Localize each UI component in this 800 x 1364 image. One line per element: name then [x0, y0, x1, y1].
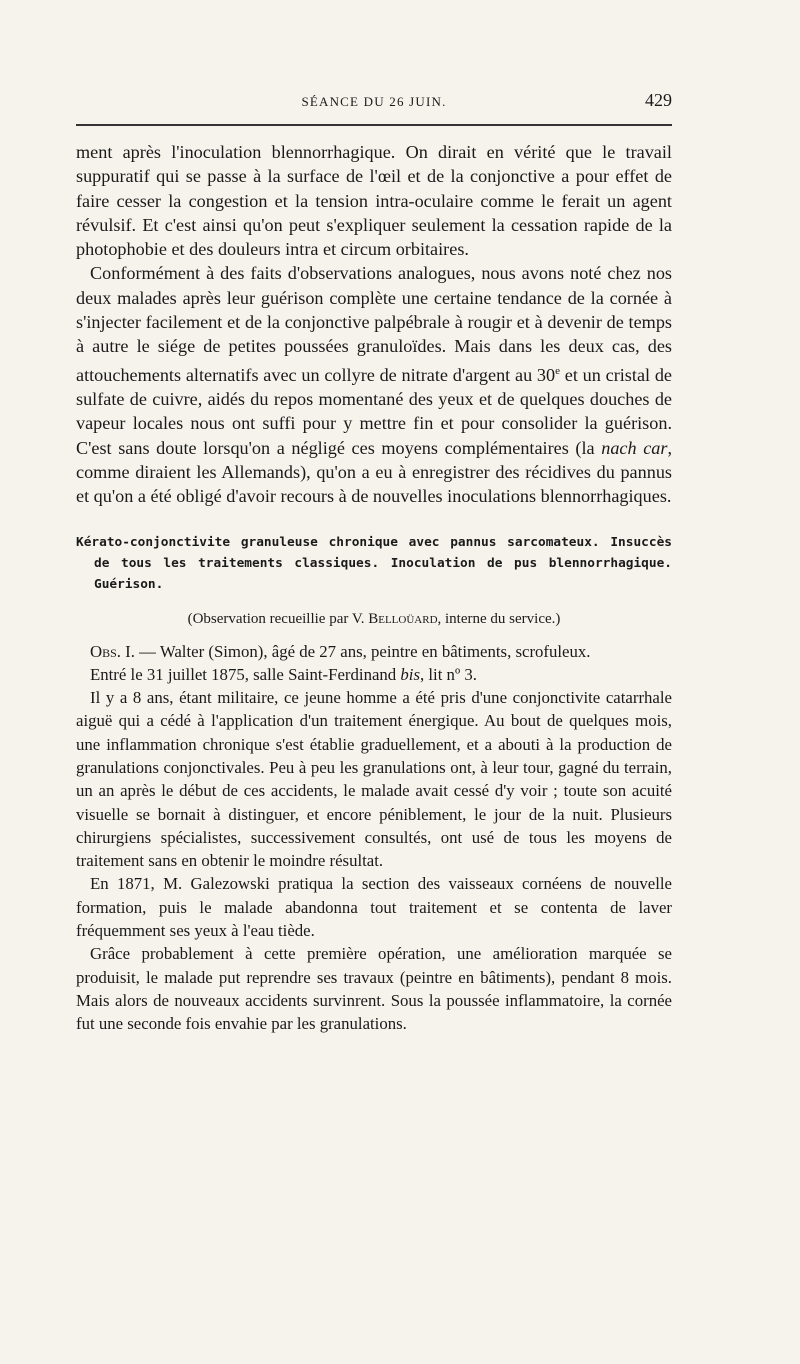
page-header	[76, 90, 672, 114]
observation-paragraph-4: En 1871, M. Galezowski pratiqua la section des vaisseaux cornéens de nouvelle formation, puis le malade abandonna tout traitement et se contenta de laver fréquemment ses yeux à l'eau tiède.	[76, 874, 672, 941]
observation-p2-part-b: , lit nº 3.	[419, 664, 477, 684]
running-title: SÉANCE DU 26 JUIN.	[301, 94, 447, 109]
attribution	[76, 608, 672, 630]
page-number: 429	[645, 90, 672, 110]
paragraph-2-part-b: et un cristal de sulfate de cuivre, aidés du repos momentané des yeux et de quelques douches de vapeur locales nous ont suffi pour y mettre fin et pour consolider la guérison. C'est sans doute lorsqu'on a négligé ces moyens complémentaires (la	[76, 364, 673, 458]
attribution-part-b: , interne du service.)	[437, 610, 561, 627]
observation-paragraph-2	[76, 663, 672, 686]
observation-intro: — Walter (Simon), âgé de 27 ans, peintre en bâtiments, scrofuleux.	[134, 641, 591, 661]
attribution-part-a: (Observation recueillie par V.	[187, 610, 369, 627]
paragraph-2-part-a: Conformément à des faits d'observations analogues, nous avons noté chez nos deux malades après leur guérison complète une certaine tendance de la cornée à s'injecter facilement et de la conjonctive palpébrale à rougir et à devenir de temps à autre le siége de petites poussées granuloïdes. Mais dans les deux cas, des attouchements alternatifs avec un collyre de nitrate d'argent au 30	[76, 263, 672, 385]
header-rule	[76, 124, 672, 126]
paragraph-2-italic: nach car	[601, 437, 668, 458]
observation-label: Obs. I.	[90, 641, 135, 661]
superscript-e: e	[555, 364, 561, 377]
observation-paragraph-1	[76, 640, 672, 663]
paragraph-2	[76, 261, 672, 508]
paragraph-2-part-c: , comme diraient les Allemands), qu'on a eu à enregistrer des récidives du pannus et qu'on a été obligé d'avoir recours à de nouvelles inoculations blennorrhagiques.	[76, 437, 672, 507]
observation-paragraph-5: Grâce probablement à cette première opération, une amélioration marquée se produisit, le malade put reprendre ses travaux (peintre en bâtiments), pendant 8 mois. Mais alors de nouveaux accidents survinrent. Sous la poussée inflammatoire, la cornée fut une seconde fois envahie par les granulations.	[76, 944, 672, 1034]
attribution-name: Belloüard	[368, 610, 438, 627]
page-content	[76, 140, 672, 1036]
section-heading: Kérato-conjonctivite granuleuse chronique avec pannus sarcomateux. Insuccès de tous les traitements classiques. Inoculation de pus blennorrhagique. Guérison.	[76, 534, 672, 592]
observation-paragraph-3: Il y a 8 ans, étant militaire, ce jeune homme a été pris d'une conjonctivite catarrhale aiguë qui a cédé à l'application d'un traitement énergique. Au bout de quelques mois, une inflammation chronique s'est établie graduellement, et a abouti à la production de granulations conjonctivales. Peu à peu les granulations ont, à leur tour, gagné du terrain, un an après le début de ces accidents, le malade avait cessé d'y voir ; toute son acuité visuelle se bornait à distinguer, et encore péniblement, le jour de la nuit. Plusieurs chirurgiens spécialistes, successivement consultés, ont usé de tous les moyens de traitement sans en obtenir le moindre résultat.	[76, 688, 672, 871]
observation-p2-part-a: Entré le 31 juillet 1875, salle Saint-Ferdinand	[90, 664, 401, 684]
paragraph-1: ment après l'inoculation blennorrhagique. On dirait en vérité que le travail suppuratif qui se passe à la surface de l'œil et de la conjonctive a pour effet de faire cesser la congestion et la tension intra-oculaire comme le ferait un agent révulsif. Et c'est ainsi qu'on peut s'expliquer seulement la cessation rapide de la photophobie et des douleurs intra et circum orbitaires.	[76, 142, 672, 260]
observation-p2-italic: bis	[400, 664, 420, 684]
